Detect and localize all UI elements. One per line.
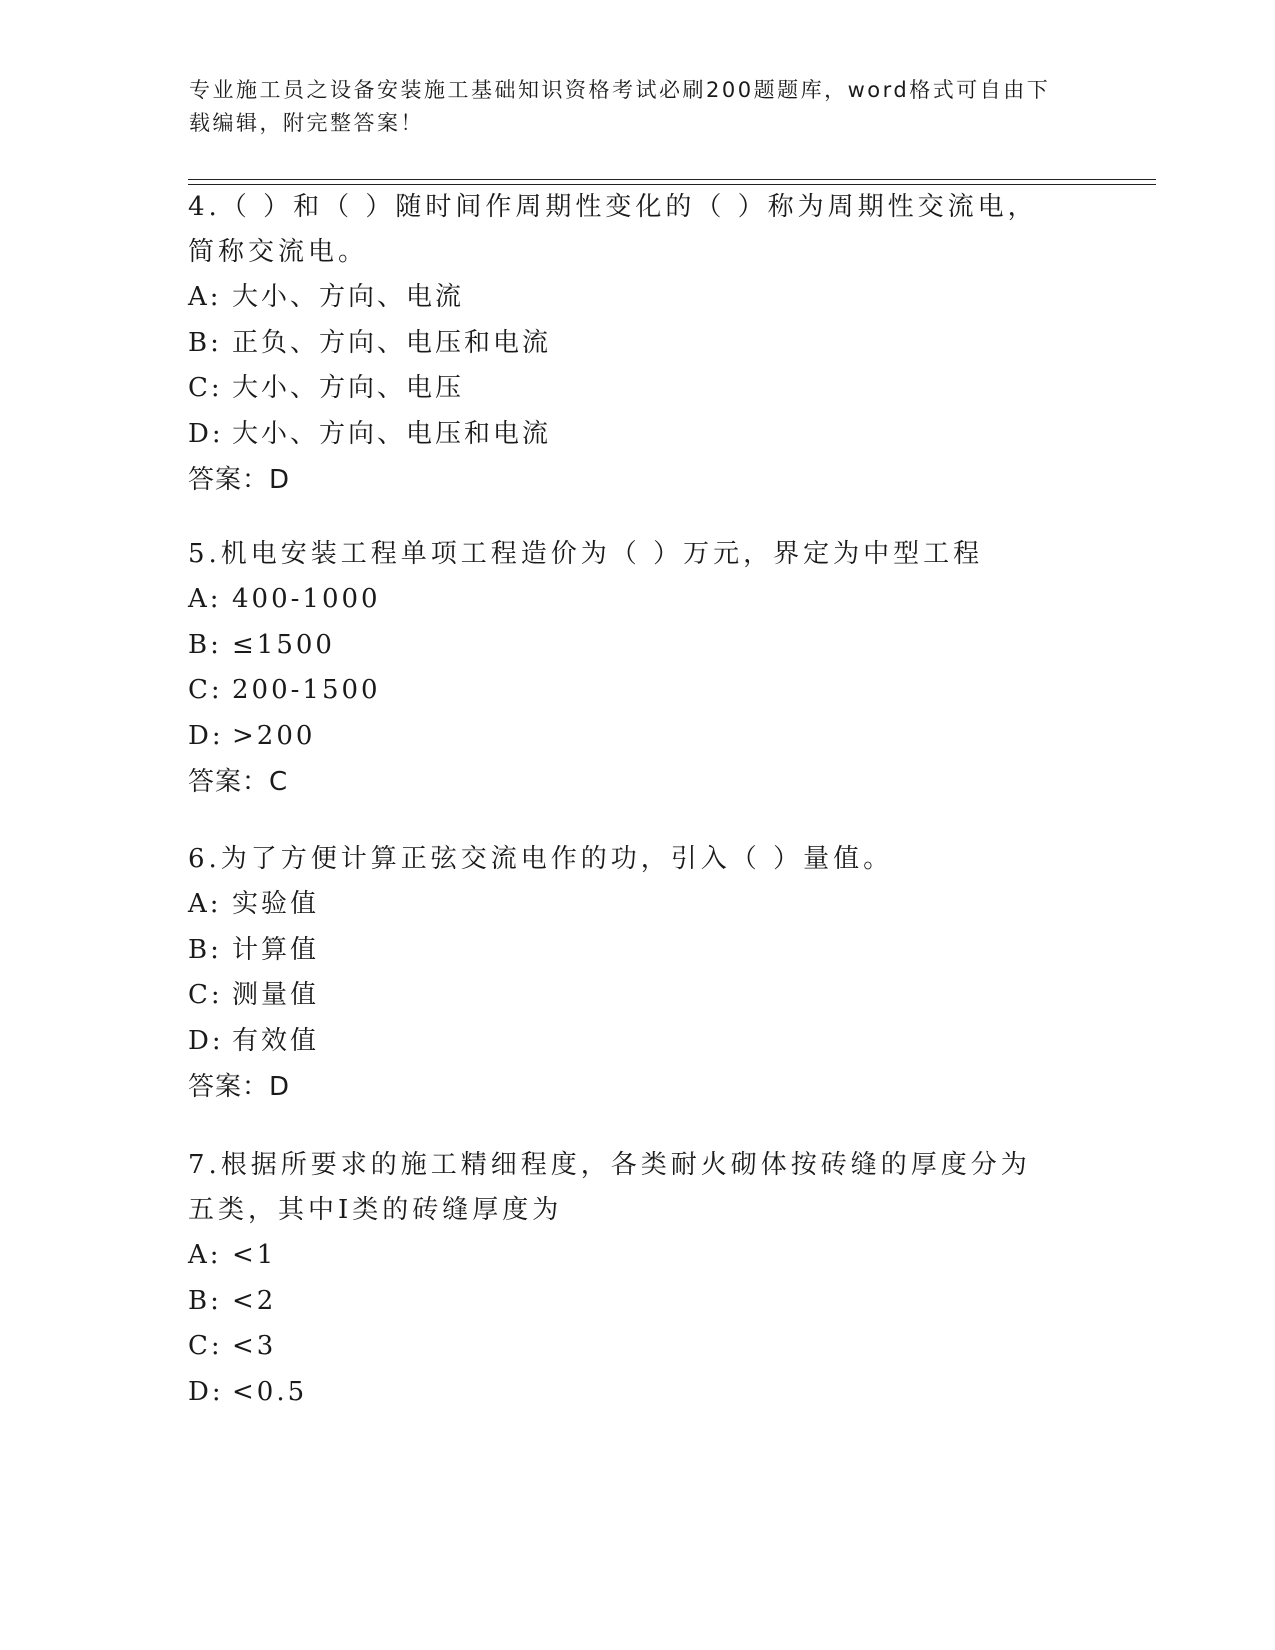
option-d xyxy=(188,412,1088,458)
option-b xyxy=(188,928,1088,974)
answer-label: 答案：D xyxy=(188,465,291,495)
option-text: 大小、方向、电流 xyxy=(232,282,465,312)
option-d xyxy=(188,714,1088,760)
option-letter: B: xyxy=(188,1285,222,1316)
question-5 xyxy=(188,532,1088,805)
option-text: 大小、方向、电压和电流 xyxy=(232,418,552,449)
question-stem: 4.（ ）和（ ）随时间作周期性变化的（ ）称为周期性交流电，简称交流电。 xyxy=(188,192,1038,267)
option-text: <0.5 xyxy=(232,1376,308,1407)
answer-label: 答案：D xyxy=(188,1072,291,1102)
option-text: 大小、方向、电压 xyxy=(232,373,465,403)
option-d xyxy=(188,1019,1088,1065)
header-divider-top xyxy=(188,179,1156,180)
option-text: 实验值 xyxy=(232,889,320,919)
option-c xyxy=(188,973,1088,1019)
option-letter: C: xyxy=(188,373,223,403)
question-6 xyxy=(188,837,1088,1110)
option-letter: A: xyxy=(188,584,222,614)
option-letter: B: xyxy=(188,934,222,965)
option-text: 200-1500 xyxy=(232,675,381,705)
option-b xyxy=(188,321,1088,367)
option-c xyxy=(188,366,1088,412)
option-c xyxy=(188,1324,1088,1370)
option-letter: C: xyxy=(188,980,223,1010)
option-d xyxy=(188,1370,1088,1416)
option-letter: B: xyxy=(188,629,222,660)
option-text: 正负、方向、电压和电流 xyxy=(232,327,552,358)
option-a xyxy=(188,275,1088,321)
question-stem: 5.机电安装工程单项工程造价为（ ）万元，界定为中型工程 xyxy=(188,539,984,569)
option-text: ≤1500 xyxy=(232,629,335,660)
option-letter: B: xyxy=(188,327,222,358)
option-text: 有效值 xyxy=(232,1025,320,1056)
option-b xyxy=(188,623,1088,669)
question-4 xyxy=(188,185,1088,503)
option-text: 测量值 xyxy=(232,980,320,1010)
option-b xyxy=(188,1279,1088,1325)
option-a xyxy=(188,577,1088,623)
question-stem: 7.根据所要求的施工精细程度，各类耐火砌体按砖缝的厚度分为五类，其中Ⅰ类的砖缝厚度为 xyxy=(188,1150,1031,1225)
option-letter: A: xyxy=(188,1240,222,1270)
option-letter: D: xyxy=(188,1025,224,1056)
option-text: <3 xyxy=(232,1331,277,1361)
option-c xyxy=(188,668,1088,714)
option-letter: D: xyxy=(188,1376,224,1407)
option-letter: D: xyxy=(188,418,224,449)
option-letter: C: xyxy=(188,1331,223,1361)
option-a xyxy=(188,882,1088,928)
option-letter: A: xyxy=(188,889,222,919)
option-letter: C: xyxy=(188,675,223,705)
option-text: <1 xyxy=(232,1240,277,1270)
answer-label: 答案：C xyxy=(188,767,289,797)
option-text: 400-1000 xyxy=(232,584,381,614)
document-header: 专业施工员之设备安装施工基础知识资格考试必刷200题题库，word格式可自由下载编辑，附完整答案！ xyxy=(189,78,1051,135)
option-letter: A: xyxy=(188,282,222,312)
option-a xyxy=(188,1233,1088,1279)
question-7 xyxy=(188,1143,1088,1415)
option-letter: D: xyxy=(188,720,224,751)
question-stem: 6.为了方便计算正弦交流电作的功，引入（ ）量值。 xyxy=(188,844,894,874)
option-text: >200 xyxy=(232,720,316,751)
option-text: 计算值 xyxy=(232,934,320,965)
option-text: <2 xyxy=(232,1285,277,1316)
